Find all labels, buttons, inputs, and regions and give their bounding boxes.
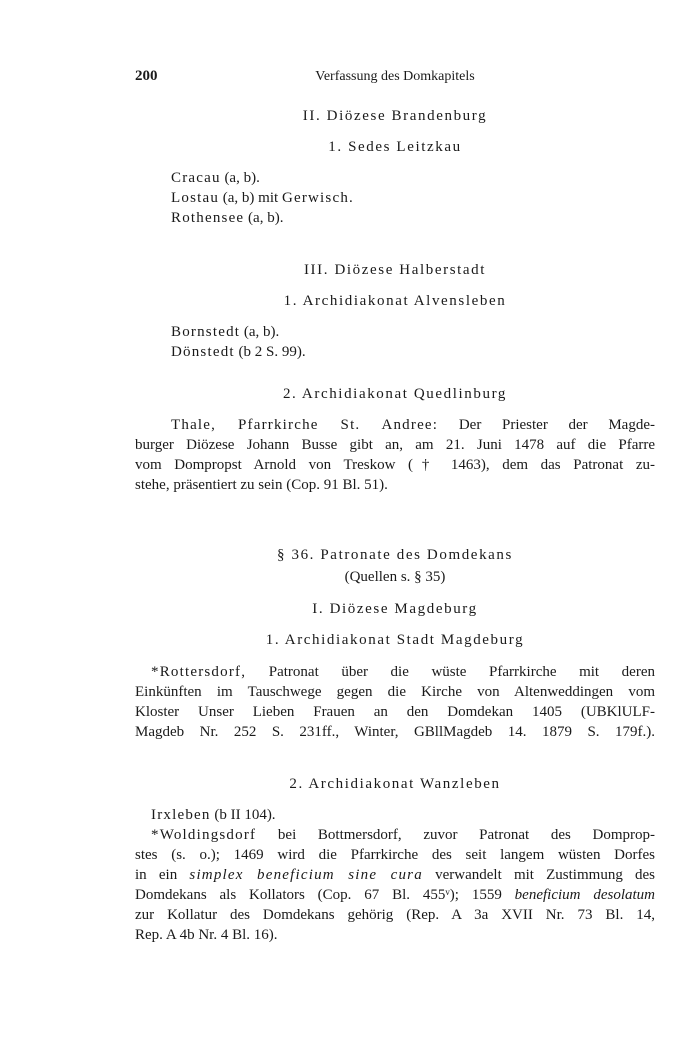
subheading-leitzkau: 1. Sedes Leitzkau — [328, 139, 462, 155]
sources-note: (Quellen s. § 35) — [344, 569, 446, 585]
paragraph-line: Einkünften im Tauschwege gegen die Kirche von Altenweddingen vom — [135, 684, 655, 700]
heading-magdeburg: I. Diözese Magdeburg — [312, 601, 478, 617]
paragraph-line: Kloster Unser Lieben Frauen an den Domdekan 1405 (UBKlULF- — [135, 704, 655, 720]
subheading-wanzleben: 2. Archidiakonat Wanzleben — [289, 776, 501, 792]
paragraph-line: zur Kollatur des Domdekans gehörig (Rep. A 3a XVII Nr. 73 Bl. 14, — [135, 907, 655, 923]
heading-brandenburg: II. Diözese Brandenburg — [302, 108, 488, 124]
list-item: Cracau (a, b). — [171, 170, 260, 186]
subheading-stadt-magdeburg: 1. Archidiakonat Stadt Magdeburg — [265, 632, 525, 648]
paragraph-line: Magdeb Nr. 252 S. 231ff., Winter, GBllMagdeb 14. 1879 S. 179f.). — [135, 724, 655, 740]
paragraph-line: Domdekans als Kollators (Cop. 67 Bl. 455ᵛ); 1559 beneficium desolatum — [135, 887, 655, 903]
place-name: Lostau — [171, 190, 220, 206]
place-name: Bornstedt — [171, 324, 241, 340]
list-item: Bornstedt (a, b). — [171, 324, 280, 340]
paragraph-line: Rep. A 4b Nr. 4 Bl. 16). — [135, 927, 278, 943]
heading-section-36: § 36. Patronate des Domdekans — [277, 547, 513, 563]
subheading-alvensleben: 1. Archidiakonat Alvensleben — [283, 293, 507, 309]
list-item: Lostau (a, b) mit Gerwisch. — [171, 190, 354, 206]
paragraph-line: stes (s. o.); 1469 wird die Pfarrkirche des seit langem wüsten Dorfes — [135, 847, 655, 863]
place-name: Rothensee — [171, 210, 245, 226]
list-item: Irxleben (b II 104). — [151, 807, 276, 823]
paragraph-line: Thale, Pfarrkirche St. Andree: Der Priester der Magde- — [171, 417, 655, 433]
paragraph-line: *Woldingsdorf bei Bottmersdorf, zuvor Patronat des Domprop- — [151, 827, 655, 843]
running-title: Verfassung des Domkapitels — [315, 69, 475, 84]
place-name: Cracau — [171, 170, 221, 186]
list-item: Dönstedt (b 2 S. 99). — [171, 344, 306, 360]
paragraph-line: in ein simplex beneficium sine cura verwandelt mit Zustimmung des — [135, 867, 656, 883]
paragraph-line: *Rottersdorf, Patronat über die wüste Pfarrkirche mit deren — [151, 664, 655, 680]
subheading-quedlinburg: 2. Archidiakonat Quedlinburg — [282, 386, 508, 402]
list-item: Rothensee (a, b). — [171, 210, 284, 226]
heading-halberstadt: III. Diözese Halberstadt — [303, 262, 487, 278]
paragraph-line: stehe, präsentiert zu sein (Cop. 91 Bl. 51). — [135, 477, 388, 493]
paragraph-line: vom Dompropst Arnold von Treskow († 1463), dem das Patronat zu- — [135, 457, 655, 473]
place-name: Dönstedt — [171, 344, 235, 360]
place-name: Irxleben — [151, 807, 211, 823]
page-number: 200 — [135, 68, 158, 84]
paragraph-line: burger Diözese Johann Busse gibt an, am 21. Juni 1478 auf die Pfarre — [135, 437, 655, 453]
